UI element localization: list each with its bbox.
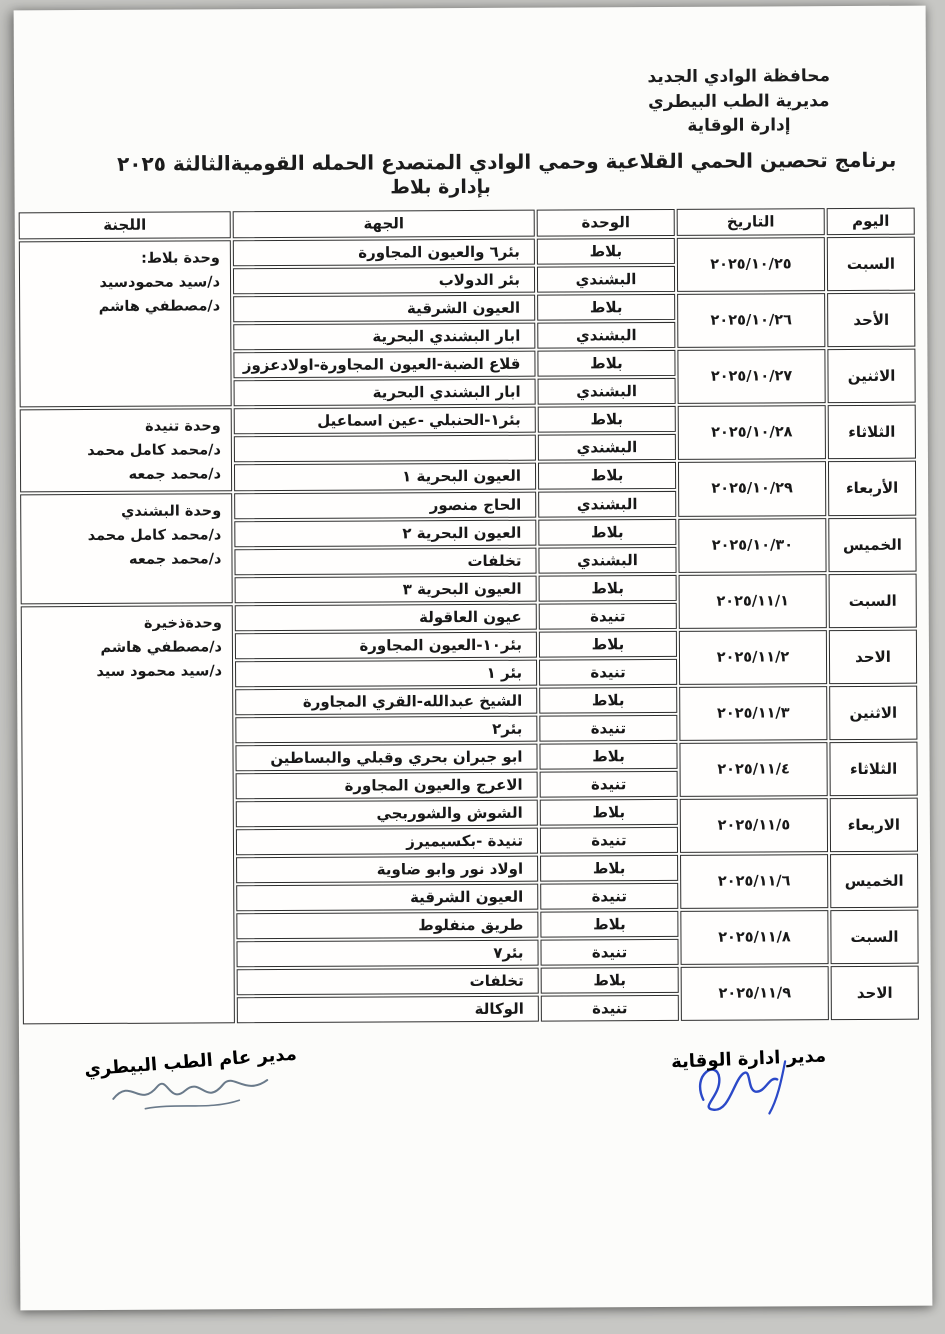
day-cell: الثلاثاء [829,741,917,795]
entity-cell: بئر الدولاب [232,267,534,295]
entity-cell: العيون الشرقية [233,295,535,323]
day-cell: الخميس [830,853,918,907]
day-cell: الاثنين [829,685,917,739]
entity-cell: ابو جبران بحري وقبلي والبساطين [235,743,537,771]
date-cell: ٢٠٢٥/١١/٦ [680,854,828,909]
unit-cell: البشندي [537,434,675,461]
org-lines [647,64,830,139]
signature-title-veterinary: مدير عام الطب البيطري [83,1043,298,1081]
column-header-entity: الجهة [232,210,534,239]
entity-cell: بئر٧ [236,939,538,967]
unit-cell: البشندي [538,491,676,518]
unit-cell: البشندي [537,322,675,349]
day-cell: السبت [826,237,914,291]
table-row [19,405,915,436]
entity-cell: قلاع الضبة-العيون المجاورة-اولادعزوز [233,351,535,379]
org-line-directorate: مديرية الطب البيطري [647,90,830,112]
day-cell: الاحد [828,629,916,683]
date-cell: ٢٠٢٥/١٠/٢٥ [676,237,824,292]
unit-cell: تنيدة [540,939,678,966]
org-line-governorate: محافظة الوادي الجديد [646,66,830,88]
unit-cell: بلاط [537,406,675,433]
scanned-page [13,6,932,1311]
signature-block-prevention [670,1045,826,1118]
signature-block-veterinary [83,1043,298,1115]
unit-cell: تنيدة [539,827,677,854]
column-header-committee: اللجنة [18,211,230,239]
committee-cell: وحدة البشندي د/محمد كامل محمد د/محمد جمعه [20,493,233,604]
page-title: برنامج تحصين الحمي القلاعية وحمي الوادي المتصدع الحمله القوميةالثالثة ٢٠٢٥ [116,147,896,176]
table-row [18,237,914,268]
unit-cell: البشندي [538,547,676,574]
entity-cell: الاعرج والعيون المجاورة [235,771,537,799]
column-header-unit: الوحدة [536,209,674,237]
unit-cell: بلاط [540,967,678,994]
document-header [23,64,916,201]
entity-cell: طريق منفلوط [236,911,538,939]
entity-cell: تخلفات [236,967,538,995]
date-cell: ٢٠٢٥/١١/٩ [680,966,828,1021]
day-cell: الاثنين [827,349,915,403]
unit-cell: بلاط [538,575,676,602]
unit-cell: البشندي [536,266,674,293]
column-header-date: التاريخ [676,208,824,236]
vaccination-schedule-table [16,206,920,1026]
unit-cell: بلاط [538,631,676,658]
committee-cell: وحدة تنيدة د/محمد كامل محمد د/محمد جمعه [19,408,231,492]
day-cell: الخميس [828,517,916,571]
date-cell: ٢٠٢٥/١١/٥ [679,798,827,853]
unit-cell: بلاط [538,519,676,546]
org-line-administration: إدارة الوقاية [686,115,791,137]
table-header-row [18,208,914,240]
entity-cell: عيون العاقولة [234,603,536,631]
day-cell: السبت [830,909,918,963]
unit-cell: بلاط [536,238,674,265]
unit-cell: تنيدة [540,883,678,910]
document-footer [83,1043,826,1121]
unit-cell: البشندي [537,378,675,405]
date-cell: ٢٠٢٥/١١/٨ [680,910,828,965]
unit-cell: بلاط [537,350,675,377]
unit-cell: بلاط [537,462,675,489]
schedule-body [18,237,918,1024]
unit-cell: بلاط [539,687,677,714]
unit-cell: بلاط [540,855,678,882]
committee-cell: وحدةذخيرة د/مصطفي هاشم د/سيد محمود سيد [20,605,234,1024]
entity-cell: بئر١-الحنبلي -عين اسماعيل [233,407,535,435]
unit-cell: تنيدة [539,715,677,742]
entity-cell: العيون البحرية ١ [233,463,535,491]
entity-cell: العيون البحرية ٢ [234,519,536,547]
entity-cell: الشيخ عبدالله-القري المجاورة [235,687,537,715]
entity-cell: اولاد نور وابو ضاوية [236,855,538,883]
unit-cell: تنيدة [539,659,677,686]
unit-cell: بلاط [539,799,677,826]
day-cell: الثلاثاء [827,405,915,459]
unit-cell: بلاط [537,294,675,321]
date-cell: ٢٠٢٥/١١/١ [678,574,826,629]
date-cell: ٢٠٢٥/١٠/٢٦ [677,293,825,348]
day-cell: الاحد [830,965,918,1019]
entity-cell: الوكالة [236,995,538,1023]
entity-cell: ابار البشندي البحرية [233,379,535,407]
entity-cell: بئر١٠-العيون المجاورة [234,631,536,659]
date-cell: ٢٠٢٥/١١/٣ [679,686,827,741]
entity-cell: الشوش والشوربجي [235,799,537,827]
unit-cell: تنيدة [538,603,676,630]
entity-cell: تخلفات [234,547,536,575]
unit-cell: بلاط [540,911,678,938]
unit-cell: تنيدة [539,771,677,798]
date-cell: ٢٠٢٥/١٠/٣٠ [678,518,826,573]
date-cell: ٢٠٢٥/١٠/٢٨ [677,405,825,460]
page-subtitle: بإدارة بلاط [389,175,491,199]
entity-cell: العيون البحرية ٣ [234,575,536,603]
day-cell: الاربعاء [829,797,917,851]
day-cell: السبت [828,573,916,627]
entity-cell: ابار البشندي البحرية [233,323,535,351]
entity-cell [233,435,535,463]
date-cell: ٢٠٢٥/١٠/٢٧ [677,349,825,404]
entity-cell: تنيدة -بكسيميرز [235,827,537,855]
signature-title-prevention: مدير ادارة الوقاية [670,1045,826,1073]
day-cell: الأربعاء [827,461,915,516]
entity-cell: العيون الشرقية [236,883,538,911]
committee-cell: وحدة بلاط: د/سيد محمودسيد د/مصطفي هاشم [18,240,231,407]
entity-cell: بئر٢ [235,715,537,743]
unit-cell: بلاط [539,743,677,770]
column-header-day: اليوم [826,208,914,235]
entity-cell: بئر٦ والعيون المجاورة [232,239,534,267]
entity-cell: بئر ١ [235,659,537,687]
day-cell: الأحد [827,293,915,347]
unit-cell: تنيدة [540,995,678,1022]
date-cell: ٢٠٢٥/١١/٤ [679,742,827,797]
date-cell: ٢٠٢٥/١٠/٢٩ [677,461,825,517]
date-cell: ٢٠٢٥/١١/٢ [678,630,826,685]
entity-cell: الحاج منصور [234,491,536,519]
